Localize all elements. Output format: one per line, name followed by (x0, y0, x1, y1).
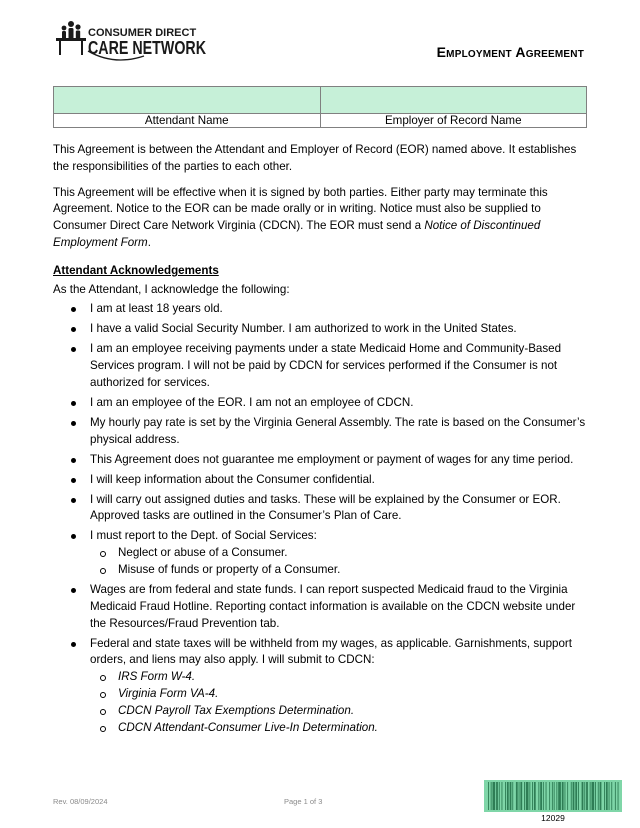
list-item: I will carry out assigned duties and tasks. These will be explained by the Consumer or EOR. Approved tasks are outlined in the Consumer’s Plan of Care. (53, 492, 587, 526)
employer-name-label: Employer of Record Name (320, 114, 587, 128)
acknowledgements-heading: Attendant Acknowledgements (53, 263, 219, 277)
barcode (484, 780, 622, 812)
cdcn-logo (54, 18, 214, 70)
acknowledgements-lead: As the Attendant, I acknowledge the following: (53, 282, 290, 296)
effective-end: . (147, 235, 151, 249)
list-item: I am an employee receiving payments under a state Medicaid Home and Community-Based Services program. I will not be paid by CDCN for services performed if the Consumer is not authorized for services. (53, 341, 587, 391)
effective-text: This Agreement will be effective when it is signed by both parties. Either party may terminate this Agreement. Notice to the EOR can be made orally or in writing. Notice must also be supplied to Consumer Direct Care Network Virginia (CDCN). The EOR must send a (53, 185, 548, 233)
list-item: I am an employee of the EOR. I am not an employee of CDCN. (53, 395, 587, 412)
tax-forms-sublist (90, 669, 587, 736)
list-item (53, 636, 587, 737)
sub-list-item: CDCN Payroll Tax Exemptions Determination. (90, 703, 587, 720)
list-item: This Agreement does not guarantee me employment or payment of wages for any time period. (53, 452, 587, 469)
effective-paragraph (53, 185, 587, 252)
attendant-name-field[interactable] (54, 87, 321, 114)
acknowledgements-list (53, 301, 587, 736)
logo-line1: CONSUMER DIRECT (88, 27, 197, 39)
report-sublist (90, 545, 587, 579)
sub-list-item: Misuse of funds or property of a Consumer. (90, 562, 587, 579)
tax-item-text: Federal and state taxes will be withheld from my wages, as applicable. Garnishments, support orders, and liens may also apply. I will submit to CDCN: (90, 636, 573, 667)
form-number: 12029 (541, 813, 565, 823)
names-table (53, 86, 587, 128)
report-item-text: I must report to the Dept. of Social Services: (90, 529, 317, 543)
sub-list-item: IRS Form W-4. (90, 669, 587, 686)
list-item: My hourly pay rate is set by the Virginia General Assembly. The rate is based on the Consumer’s physical address. (53, 415, 587, 449)
list-item (53, 528, 587, 578)
sub-list-item: Virginia Form VA-4. (90, 686, 587, 703)
intro-paragraph: This Agreement is between the Attendant and Employer of Record (EOR) named above. It establishes the responsibilities of the parties to each other. (53, 143, 577, 173)
sub-list-item: Neglect or abuse of a Consumer. (90, 545, 587, 562)
page-number: Page 1 of 3 (284, 797, 323, 806)
list-item: I have a valid Social Security Number. I am authorized to work in the United States. (53, 321, 587, 338)
attendant-name-label: Attendant Name (54, 114, 321, 128)
logo-line2: CARE NETWORK (88, 38, 206, 58)
agreement-body (53, 142, 587, 740)
people-icon (56, 21, 86, 55)
employer-name-field[interactable] (320, 87, 587, 114)
list-item: I will keep information about the Consumer confidential. (53, 472, 587, 489)
list-item: Wages are from federal and state funds. I can report suspected Medicaid fraud to the Virginia Medicaid Fraud Hotline. Reporting contact information is available on the CDCN website under the Resources/Fraud Prevention tab. (53, 582, 587, 632)
list-item: I am at least 18 years old. (53, 301, 587, 318)
sub-list-item: CDCN Attendant-Consumer Live-In Determination. (90, 720, 587, 737)
document-title: Employment Agreement (436, 44, 584, 60)
revision-date: Rev. 08/09/2024 (53, 797, 108, 806)
notice-form-name: Notice of Discontinued Employment Form (53, 219, 541, 249)
